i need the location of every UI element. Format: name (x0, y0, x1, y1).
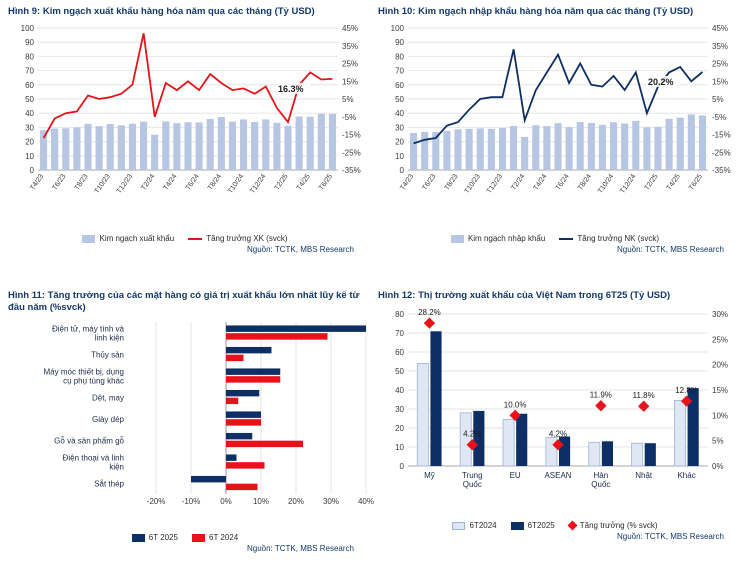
bar (40, 130, 47, 170)
plot-area-hinh-10 (378, 20, 732, 232)
x-axis-tick-label: T12/24 (619, 173, 638, 196)
bar (410, 133, 417, 170)
bar (421, 132, 428, 170)
legend-swatch-bar-icon (82, 235, 95, 243)
y2-axis-tick-label: -15% (712, 130, 731, 140)
growth-marker (638, 401, 649, 412)
y-axis-tick-label: 40 (395, 386, 404, 395)
x-axis-tick-label: T4/24 (162, 173, 179, 192)
bar (218, 117, 225, 170)
x-axis-tick-label: T6/24 (184, 173, 201, 192)
legend-swatch-bar-icon (511, 522, 524, 530)
bar (559, 437, 570, 466)
bar (191, 476, 226, 482)
x-axis-tick-label: T8/24 (576, 173, 593, 192)
y2-axis-tick-label: -25% (712, 148, 731, 158)
y2-axis-tick-label: 0% (712, 462, 724, 471)
chart-source-hinh-12: Nguồn: TCTK, MBS Research (616, 532, 724, 541)
legend-item (451, 234, 545, 243)
data-label: 12.8% (675, 386, 698, 396)
legend-label: Tăng trưởng (% svck) (579, 521, 658, 530)
bar (226, 419, 261, 425)
panel-hinh-9 (0, 0, 370, 284)
category-label: Điện tử, máy tính và (51, 324, 124, 334)
x-axis-tick-label: T2/24 (140, 173, 157, 192)
bar (51, 129, 58, 170)
x-axis-tick-label: T8/24 (206, 173, 223, 192)
bar (226, 433, 252, 439)
bar (599, 125, 606, 170)
y2-axis-tick-label: 20% (712, 360, 729, 370)
bar (588, 123, 595, 170)
bar (654, 127, 661, 170)
x-axis-tick-label: T4/25 (665, 173, 682, 192)
y-axis-tick-label: 90 (395, 38, 404, 48)
legend-item (132, 533, 178, 542)
bar (688, 114, 695, 170)
x-axis-tick-label: Nhật (635, 471, 653, 480)
bar (207, 119, 214, 170)
bar (229, 122, 236, 170)
x-axis-tick-label: Khác (677, 471, 696, 480)
x-axis-tick-label: Quốc (591, 480, 611, 489)
legend-label: Kim ngạch xuất khẩu (99, 234, 175, 243)
bar (554, 123, 561, 170)
data-label: 4.2% (548, 429, 568, 439)
y2-axis-tick-label: 5% (712, 436, 724, 446)
y2-axis-tick-label: 25% (712, 59, 729, 69)
bar (162, 121, 169, 170)
panel-hinh-12 (370, 284, 740, 569)
bar (251, 122, 258, 170)
y2-axis-tick-label: 35% (342, 41, 359, 51)
plot-area-hinh-12 (378, 304, 732, 519)
bar (107, 124, 114, 170)
x-axis-tick-label: Trung (461, 471, 483, 480)
growth-marker (424, 317, 435, 328)
y-axis-tick-label: 10 (395, 151, 404, 161)
bar (226, 484, 258, 490)
category-label: Thủy sản (91, 350, 124, 360)
legend-swatch-bar-icon (451, 235, 464, 243)
y-axis-tick-label: 60 (395, 348, 404, 357)
bar (699, 115, 706, 170)
bar (430, 331, 441, 466)
x-axis-tick-label: T4/24 (532, 173, 549, 192)
y2-axis-tick-label: 15% (712, 77, 729, 87)
category-label: kiện (109, 462, 124, 472)
bar (643, 127, 650, 170)
category-label: Dệt, may (91, 393, 124, 403)
x-axis-tick-label: T4/25 (295, 173, 312, 192)
bar (226, 355, 244, 361)
bar (62, 128, 69, 170)
bar (226, 454, 237, 460)
y2-axis-tick-label: 15% (342, 77, 359, 87)
chart-title-hinh-10: Hình 10: Kim ngạch nhập khẩu hàng hóa năm qua các tháng (Tỷ USD) (378, 6, 694, 17)
y-axis-tick-label: 70 (25, 66, 34, 76)
legend-swatch-diamond-icon (567, 521, 577, 531)
x-axis-tick-label: T6/25 (688, 173, 705, 192)
bar (443, 131, 450, 170)
legend-item (452, 521, 496, 530)
bar (610, 122, 617, 170)
bar (543, 126, 550, 170)
bar (466, 129, 473, 170)
legend-label: 6T 2025 (148, 533, 178, 542)
x-axis-tick-label: Quốc (462, 480, 482, 489)
legend-item (82, 234, 174, 243)
chart-source-hinh-9: Nguồn: TCTK, MBS Research (246, 245, 354, 254)
bar (226, 376, 280, 382)
chart-title-hinh-11: Hình 11: Tăng trưởng của các mặt hàng có giá trị xuất khẩu lớn nhất lũy kế từ đầu năm (%svck) (8, 290, 360, 313)
y2-axis-tick-label: -5% (342, 112, 357, 122)
bar (329, 114, 336, 170)
y2-axis-tick-label: 15% (712, 386, 729, 395)
x-axis-tick-label: 10% (252, 497, 270, 506)
x-axis-tick-label: T6/23 (51, 173, 68, 192)
y2-axis-tick-label: -25% (342, 148, 361, 158)
bar (184, 122, 191, 170)
legend-label: Tăng trưởng XK (svck) (206, 234, 288, 243)
y2-axis-tick-label: -15% (342, 130, 361, 140)
y-axis-tick-label: 10 (25, 151, 34, 161)
bar (226, 411, 261, 417)
chart-source-hinh-11: Nguồn: TCTK, MBS Research (246, 544, 354, 553)
legend-label: 6T2025 (527, 521, 555, 530)
bar (632, 121, 639, 170)
bar (566, 127, 573, 170)
y-axis-tick-label: 30 (395, 123, 404, 133)
bar (196, 122, 203, 170)
y-axis-tick-label: 50 (395, 95, 404, 104)
bar (240, 119, 247, 170)
x-axis-tick-label: T4/23 (399, 173, 416, 192)
bar (488, 129, 495, 170)
bar (674, 400, 685, 466)
bar (173, 123, 180, 170)
legend-label: Kim ngạch nhập khẩu (467, 234, 546, 243)
y-axis-tick-label: 30 (395, 405, 404, 414)
legend-item (188, 234, 287, 243)
bar (499, 128, 506, 170)
x-axis-tick-label: T8/23 (443, 173, 460, 192)
y-axis-tick-label: 0 (399, 462, 404, 471)
bar (510, 126, 517, 170)
y2-axis-tick-label: -35% (342, 166, 361, 175)
y-axis-tick-label: 40 (395, 109, 404, 119)
x-axis-tick-label: T10/24 (227, 173, 246, 196)
bar (666, 119, 673, 170)
y2-axis-tick-label: 25% (342, 59, 359, 69)
bar (503, 419, 514, 466)
y2-axis-tick-label: 30% (712, 310, 729, 319)
bar (318, 114, 325, 170)
legend-hinh-11 (8, 533, 362, 542)
x-axis-tick-label: T12/24 (249, 173, 268, 196)
x-axis-tick-label: T2/24 (510, 173, 527, 192)
bar (677, 118, 684, 170)
bar (589, 442, 600, 466)
y-axis-tick-label: 0 (29, 166, 34, 175)
bar (454, 129, 461, 170)
x-axis-tick-label: EU (509, 471, 521, 480)
legend-label: Tăng trưởng NK (svck) (577, 234, 660, 243)
y-axis-tick-label: 60 (25, 80, 34, 90)
x-axis-tick-label: 20% (287, 497, 305, 506)
chart-title-hinh-9: Hình 9: Kim ngạch xuất khẩu hàng hóa năm qua các tháng (Tỷ USD) (8, 6, 315, 17)
data-label-callout: 20.2% (648, 77, 674, 88)
bar (477, 128, 484, 170)
x-axis-tick-label: T12/23 (485, 173, 505, 196)
data-label-callout: 16.3% (278, 83, 304, 94)
bar (460, 413, 471, 466)
data-label: 11.9% (589, 390, 612, 400)
x-axis-tick-label: T8/23 (73, 173, 90, 192)
y-axis-tick-label: 100 (20, 24, 34, 33)
bar (532, 125, 539, 170)
growth-marker (595, 400, 606, 411)
plot-area-hinh-9 (8, 20, 362, 232)
legend-swatch-bar-icon (192, 534, 205, 542)
y-axis-tick-label: 40 (25, 109, 34, 119)
y2-axis-tick-label: 45% (342, 24, 359, 33)
plot-area-hinh-11 (8, 316, 375, 531)
bar (226, 441, 303, 447)
x-axis-tick-label: Hàn (593, 471, 609, 480)
legend-item (192, 533, 238, 542)
y-axis-tick-label: 80 (395, 310, 404, 319)
y-axis-tick-label: 50 (25, 95, 34, 104)
legend-hinh-10 (378, 234, 732, 243)
bar (151, 135, 158, 170)
bar (621, 124, 628, 170)
legend-swatch-line-icon (559, 238, 573, 240)
x-axis-tick-label: -20% (146, 497, 166, 506)
bar (226, 398, 238, 404)
y-axis-tick-label: 50 (395, 367, 404, 376)
chart-source-hinh-10: Nguồn: TCTK, MBS Research (616, 245, 724, 254)
x-axis-tick-label: T4/23 (29, 173, 46, 192)
x-axis-tick-label: -10% (181, 497, 201, 506)
bar (226, 347, 272, 353)
bar (73, 127, 80, 170)
legend-hinh-9 (8, 234, 362, 243)
legend-item (569, 521, 658, 530)
legend-swatch-bar-icon (452, 522, 465, 530)
x-axis-tick-label: T6/23 (421, 173, 438, 192)
category-label: Sắt thép (94, 479, 124, 489)
y-axis-tick-label: 80 (25, 52, 34, 62)
bar (602, 441, 613, 466)
bar (307, 117, 314, 170)
y-axis-tick-label: 70 (395, 66, 404, 76)
chart-title-hinh-12: Hình 12: Thị trường xuất khẩu của Việt Nam trong 6T25 (Tỷ USD) (378, 290, 671, 301)
bar (645, 443, 656, 466)
category-label: cụ phụ tùng khác (63, 376, 124, 386)
x-axis-tick-label: T6/25 (318, 173, 335, 192)
y2-axis-tick-label: 35% (712, 41, 729, 51)
y-axis-tick-label: 10 (395, 443, 404, 452)
y-axis-tick-label: 30 (25, 123, 34, 133)
legend-hinh-12 (378, 521, 732, 530)
bar (521, 137, 528, 170)
bar (140, 122, 147, 170)
y2-axis-tick-label: -35% (712, 166, 731, 175)
legend-item (559, 234, 659, 243)
y2-axis-tick-label: 10% (712, 411, 729, 421)
x-axis-tick-label: 0% (220, 497, 232, 506)
panel-hinh-11 (0, 284, 375, 569)
y2-axis-tick-label: 25% (712, 335, 729, 345)
bar (129, 124, 136, 170)
bar (226, 462, 265, 468)
bar (118, 125, 125, 170)
y2-axis-tick-label: 5% (712, 95, 724, 104)
data-label: 28.2% (418, 308, 441, 318)
x-axis-tick-label: ASEAN (544, 471, 572, 480)
x-axis-tick-label: Mỹ (424, 471, 435, 480)
bar (226, 390, 259, 396)
bar (417, 363, 428, 466)
category-label: Giày dép (91, 414, 124, 424)
bar (226, 325, 366, 331)
legend-swatch-line-icon (188, 238, 202, 240)
y-axis-tick-label: 20 (25, 137, 34, 147)
y-axis-tick-label: 0 (399, 166, 404, 175)
legend-label: 6T 2024 (209, 533, 239, 542)
x-axis-tick-label: T2/25 (273, 173, 290, 192)
y-axis-tick-label: 60 (395, 80, 404, 90)
y2-axis-tick-label: -5% (712, 112, 727, 122)
category-label: Máy móc thiết bị, dụng (43, 367, 124, 377)
category-label: linh kiện (94, 333, 124, 343)
y-axis-tick-label: 20 (395, 137, 404, 147)
y2-axis-tick-label: 5% (342, 95, 354, 104)
x-axis-tick-label: T6/24 (554, 173, 571, 192)
bar (273, 123, 280, 170)
legend-swatch-bar-icon (132, 534, 145, 542)
y2-axis-tick-label: 45% (712, 24, 729, 33)
y-axis-tick-label: 20 (395, 424, 404, 433)
data-label: 4.2% (463, 429, 482, 439)
x-axis-tick-label: T10/24 (597, 173, 616, 196)
bar (632, 443, 643, 466)
bar (226, 333, 328, 339)
legend-item (511, 521, 555, 530)
y-axis-tick-label: 90 (25, 38, 34, 48)
x-axis-tick-label: 30% (322, 497, 340, 506)
x-axis-tick-label: T10/23 (93, 173, 112, 196)
bar (96, 126, 103, 170)
y-axis-tick-label: 100 (390, 24, 404, 33)
x-axis-tick-label: 40% (357, 497, 375, 506)
y-axis-tick-label: 80 (395, 52, 404, 62)
bar (516, 414, 527, 466)
x-axis-tick-label: T12/23 (115, 173, 135, 196)
data-label: 10.0% (503, 400, 527, 410)
bar (284, 126, 291, 170)
bar (577, 122, 584, 170)
data-label: 11.8% (632, 391, 655, 401)
legend-label: 6T2024 (469, 521, 497, 530)
y-axis-tick-label: 70 (395, 329, 404, 338)
x-axis-tick-label: T2/25 (643, 173, 660, 192)
bar (84, 124, 91, 170)
panel-hinh-10 (370, 0, 740, 284)
category-label: Điện thoại và linh (62, 453, 124, 463)
bar (226, 368, 280, 374)
bar (262, 119, 269, 170)
category-label: Gỗ và sản phẩm gỗ (54, 436, 124, 446)
x-axis-tick-label: T10/23 (463, 173, 482, 196)
bar (296, 117, 303, 170)
